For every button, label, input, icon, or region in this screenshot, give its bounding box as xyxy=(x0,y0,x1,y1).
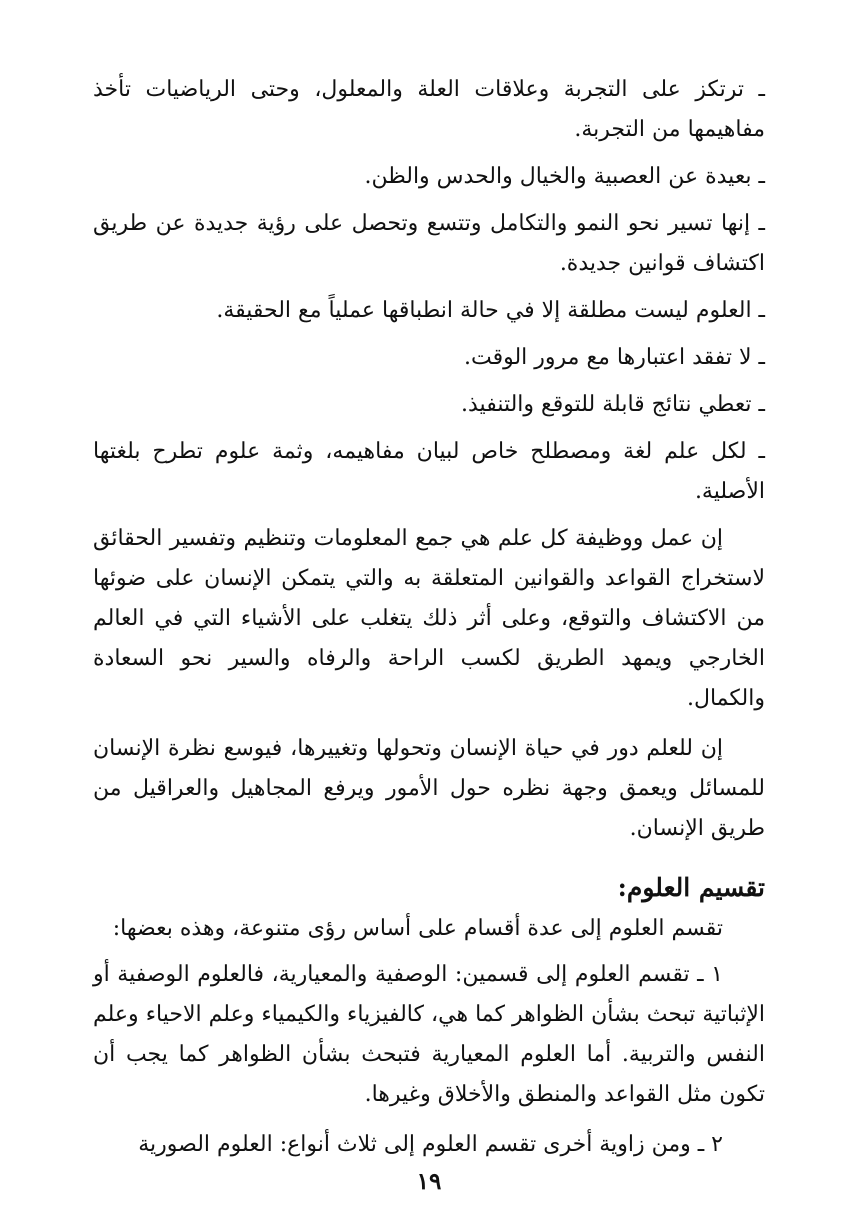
bullet-item-2: ـ بعيدة عن العصبية والخيال والحدس والظن. xyxy=(364,164,765,189)
classification-item-2: ٢ ـ ومن زاوية أخرى تقسم العلوم إلى ثلاث أنواع: العلوم الصورية xyxy=(138,1132,723,1157)
page-body xyxy=(93,70,765,1175)
classification-item-1: ١ ـ تقسم العلوم إلى قسمين: الوصفية والمعيارية، فالعلوم الوصفية أو الإثباتية تبحث بشأن الظواهر كما هي، كالفيزياء والكيمياء وعلم الاحياء وعلم النفس والتربية. أما العلوم المعيارية فتبحث بشأن الظواهر كما يجب أن تكون مثل القواعد والمنطق والأخلاق وغيرها. xyxy=(93,962,765,1107)
section-heading: تقسيم العلوم: xyxy=(617,873,765,902)
paragraph-function-of-science: إن عمل ووظيفة كل علم هي جمع المعلومات وتنظيم وتفسير الحقائق لاستخراج القواعد والقوانين المتعلقة به والتي يتمكن الإنسان على ضوئها من الاكتشاف والتوقع، وعلى أثر ذلك يتغلب على الأشياء التي في العالم الخارجي ويمهد الطريق لكسب الراحة والرفاه والسير نحو السعادة والكمال. xyxy=(93,526,765,711)
paragraph-role-of-science: إن للعلم دور في حياة الإنسان وتحولها وتغييرها، فيوسع نظرة الإنسان للمسائل ويعمق وجهة نظره حول الأمور ويرفع المجاهيل والعراقيل من طريق الإنسان. xyxy=(93,736,765,841)
bullet-item-3: ـ إنها تسير نحو النمو والتكامل وتتسع وتحصل على رؤية جديدة عن طريق اكتشاف قوانين جديدة. xyxy=(93,211,765,276)
bullet-item-7: ـ لكل علم لغة ومصطلح خاص لبيان مفاهيمه، وثمة علوم تطرح بلغتها الأصلية. xyxy=(93,439,765,504)
bullet-item-4: ـ العلوم ليست مطلقة إلا في حالة انطباقها عملياً مع الحقيقة. xyxy=(216,298,765,323)
section-intro: تقسم العلوم إلى عدة أقسام على أساس رؤى متنوعة، وهذه بعضها: xyxy=(112,916,723,941)
bullet-item-1: ـ ترتكز على التجربة وعلاقات العلة والمعلول، وحتى الرياضيات تأخذ مفاهيمها من التجربة. xyxy=(93,77,765,142)
bullet-item-6: ـ تعطي نتائج قابلة للتوقع والتنفيذ. xyxy=(461,392,765,417)
bullet-item-5: ـ لا تفقد اعتبارها مع مرور الوقت. xyxy=(464,345,765,370)
page-number: ١٩ xyxy=(416,1168,442,1195)
